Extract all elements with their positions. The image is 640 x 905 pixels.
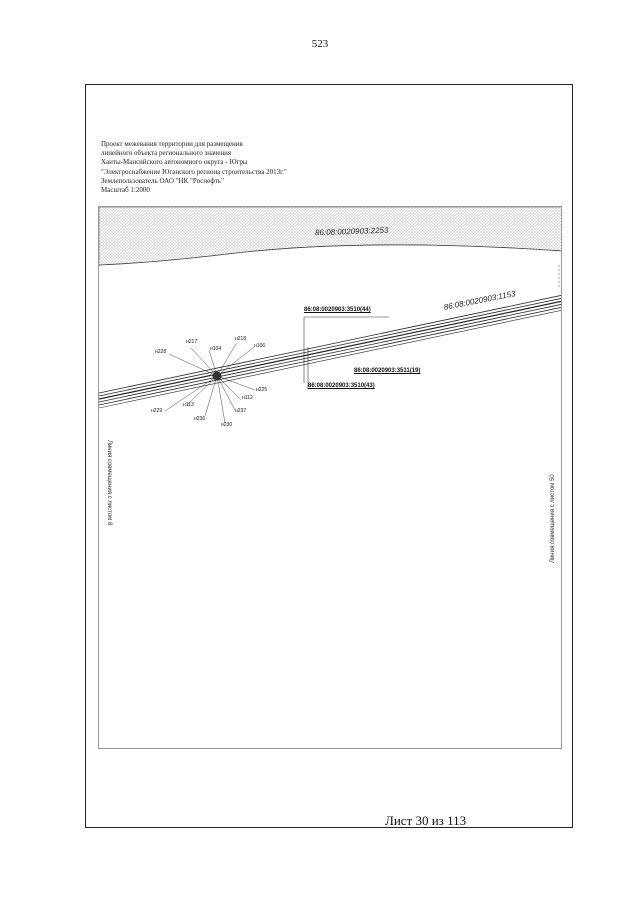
point-label: н113 [183,402,194,408]
point-label: н237 [235,408,247,414]
title-line: Ханты-Мансийского автономного округа - Югры [101,158,248,167]
point-label: н106 [254,343,266,349]
point-label: н218 [235,336,247,342]
parcel-label-line: 86:08:0020903:1153 [443,289,517,312]
parcel-label-43: 86:08:0020903:3510(43) [308,383,375,389]
point-label: н112 [242,395,253,401]
map-viewport [98,206,562,749]
point-label: н225 [256,387,268,393]
parcel-label-top: 86:08:0020903:2253 [314,225,389,238]
right-edge-label: Линия совмещения с листом 50 [550,474,556,563]
point-label: н228 [155,349,167,355]
title-line: Землепользователь ОАО "НК "Роснефть" [101,176,224,185]
scale-line: Масштаб 1:2000 [101,186,150,195]
map-drawing [99,207,562,749]
parcel-label-44: 86:08:0020903:3510(44) [304,307,371,313]
title-line: "Электроснабжение Юганского региона строительства 2013г." [101,167,287,176]
point-label: н229 [151,408,163,414]
point-label: н236 [194,416,206,422]
point-label: н230 [221,422,233,428]
point-label: н217 [186,339,198,345]
title-line: линейного объекта регионального значения [101,149,232,158]
left-edge-label: Линия совмещения с листом 8 [106,440,112,526]
parcel-label-19: 86:08:0020903:3511(19) [354,368,421,374]
title-block [101,140,287,195]
title-line: Проект межевания территории для размещения [101,140,243,148]
point-cluster-center [213,372,222,381]
point-label: н104 [210,346,222,352]
sheet-number-label: Лист 30 из 113 [385,813,467,828]
page-number: 523 [311,38,329,50]
